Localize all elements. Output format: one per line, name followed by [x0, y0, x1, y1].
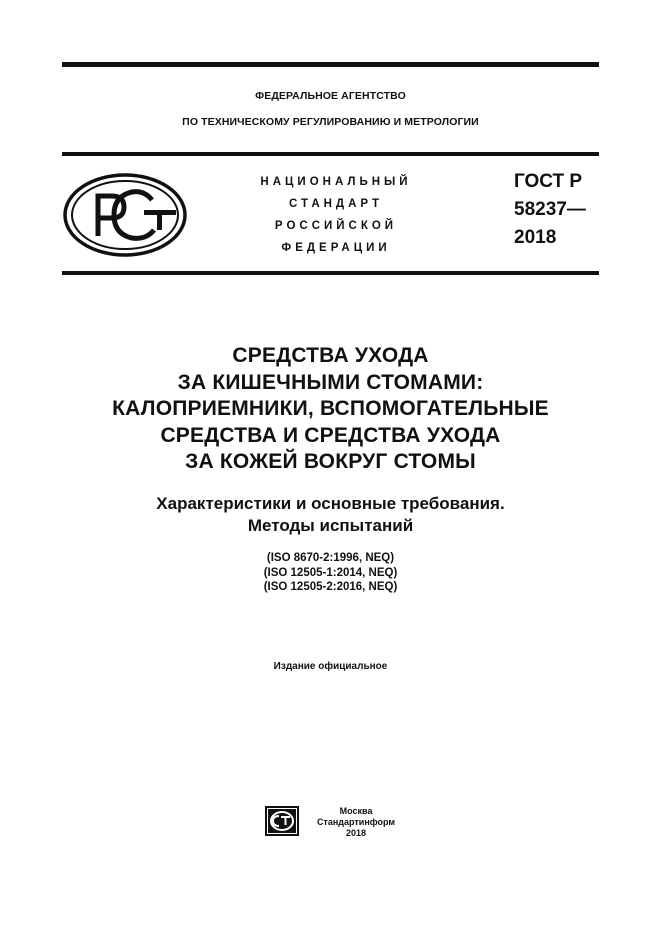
designation-line: ГОСТ Р [514, 171, 583, 192]
iso-reference: (ISO 12505-2:2016, NEQ) [263, 581, 398, 593]
national-standard-line: РОССИЙСКОЙ [274, 220, 398, 232]
national-standard-line: СТАНДАРТ [289, 198, 383, 210]
title-line: ЗА КОЖЕЙ ВОКРУГ СТОМЫ [185, 450, 476, 473]
header-rule [62, 152, 599, 156]
national-standard-line: ФЕДЕРАЦИИ [281, 242, 391, 254]
subtitle-line: Характеристики и основные требования. [156, 494, 505, 513]
iso-reference: (ISO 8670-2:1996, NEQ) [266, 552, 395, 564]
title-line: СРЕДСТВА И СРЕДСТВА УХОДА [160, 423, 501, 447]
edition-note: Издание официальное [273, 661, 388, 672]
publisher-name: Стандартинформ [316, 817, 396, 827]
iso-references [62, 551, 599, 595]
national-standard-line: НАЦИОНАЛЬНЫЙ [260, 176, 412, 188]
title-line: ЗА КИШЕЧНЫМИ СТОМАМИ: [177, 370, 484, 394]
designation-line: 58237— [514, 199, 586, 220]
document-subtitle [62, 493, 599, 537]
publisher-block [306, 806, 406, 839]
agency-line-1: ФЕДЕРАЛЬНОЕ АГЕНТСТВО [255, 90, 406, 102]
standartinform-logo-icon [265, 806, 299, 836]
national-standard-label [236, 171, 436, 259]
gost-r-seal-icon [62, 170, 192, 260]
header-bottom-rule [62, 271, 599, 275]
publisher-city: Москва [339, 806, 373, 816]
standard-designation [514, 168, 604, 252]
designation-line: 2018 [514, 227, 557, 248]
agency-line-2: ПО ТЕХНИЧЕСКОМУ РЕГУЛИРОВАНИЮ И МЕТРОЛОГИИ [182, 116, 479, 128]
iso-reference: (ISO 12505-1:2014, NEQ) [263, 566, 398, 579]
publisher-year: 2018 [345, 828, 367, 838]
title-line: СРЕДСТВА УХОДА [232, 344, 429, 367]
top-rule [62, 62, 599, 67]
subtitle-line: Методы испытаний [247, 516, 414, 535]
title-line: КАЛОПРИЕМНИКИ, ВСПОМОГАТЕЛЬНЫЕ [112, 397, 549, 420]
document-title [62, 343, 599, 476]
